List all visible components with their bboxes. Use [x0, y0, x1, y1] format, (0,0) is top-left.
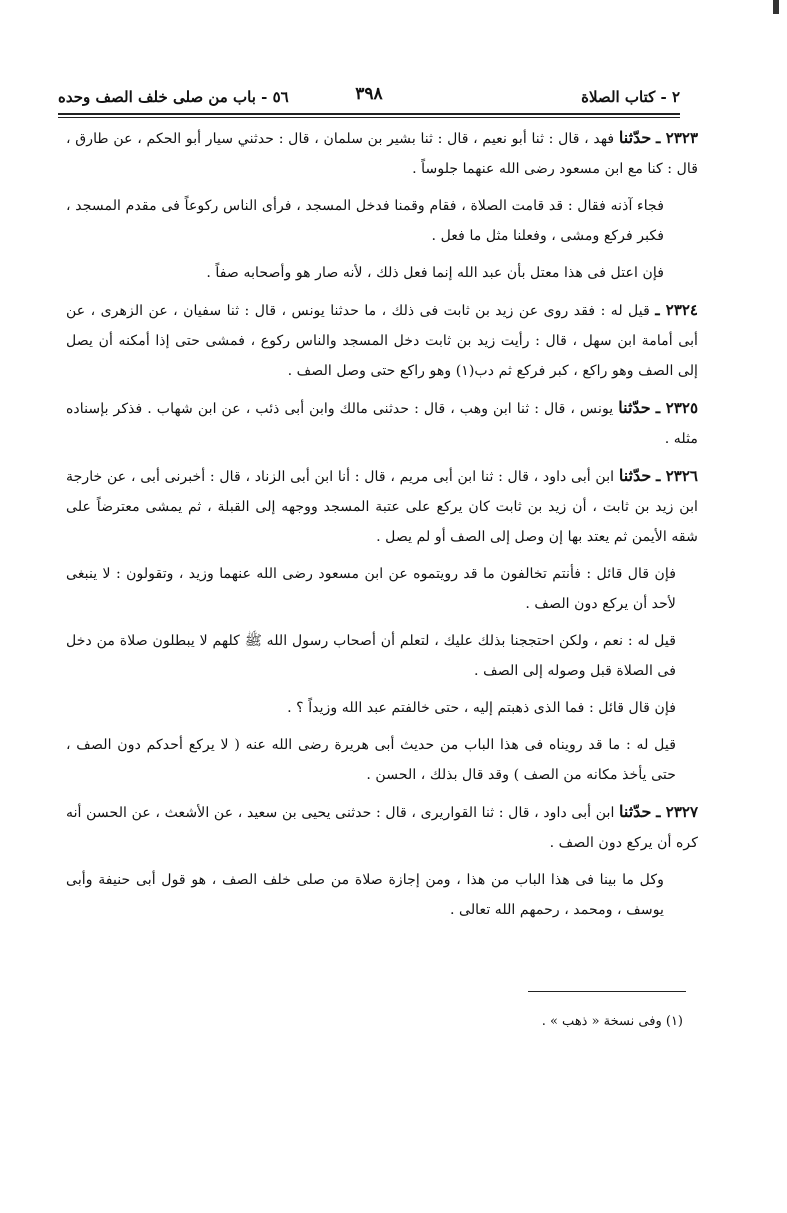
hadith-2323: [66, 123, 698, 184]
footnote: (١) وفى نسخة « ذهب » .: [541, 1014, 683, 1029]
header-rule-thin: [58, 117, 680, 118]
hadith-number: ٢٣٢٧ ـ: [656, 803, 699, 821]
body-text: [66, 123, 698, 932]
hadith-number: ٢٣٢٦ ـ: [655, 467, 698, 485]
paragraph: فإن قال قائل : فأنتم تخالفون ما قد رويتموه عن ابن مسعود رضى الله عنهما وزيد ، وتقولون : لا ينبغى لأحد أن يركع دون الصف .: [66, 566, 676, 612]
hadith-number: ٢٣٢٣ ـ: [656, 129, 699, 147]
hadith-number: ٢٣٢٥ ـ: [655, 399, 699, 417]
page-number: ٣٩٨: [355, 84, 383, 104]
hadith-2326: [66, 461, 698, 552]
paragraph-text: قيل له : فقد روى عن زيد بن ثابت فى ذلك ، ما حدثنا يونس ، قال : ثنا سفيان ، عن الزهرى ، عن أبى أمامة ابن سهل ، قال : رأيت زيد بن ثابت دخل المسجد والناس ركوع ، فمشى حتى إذا أمكنه أن يصل إلى الصف وهو راكع ، كبر فركع ثم دب(١) وهو راكع حتى وصل الصف .: [66, 303, 698, 379]
paragraph: فجاء آذنه فقال : قد قامت الصلاة ، فقام وقمنا فدخل المسجد ، فرأى الناس ركوعاً فى مقدم المسجد ، فكبر فركع ومشى ، وفعلنا مثل ما فعل .: [66, 198, 664, 244]
paragraph: فإن قال قائل : فما الذى ذهبتم إليه ، حتى خالفتم عبد الله وزيداً ؟ .: [287, 700, 676, 716]
hadith-2324: [66, 295, 698, 386]
haddathana-word: حدّثنا: [618, 466, 652, 485]
hadith-2327: [66, 797, 698, 858]
header-rule: [58, 113, 680, 115]
paragraph-text: ابن أبى داود ، قال : ثنا القواريرى ، قال : حدثنى يحيى بن سعيد ، عن الأشعث ، عن الحسن أنه كره أن يركع دون الصف .: [66, 805, 698, 851]
running-header: [58, 82, 680, 112]
book-title: ٢ - كتاب الصلاة: [581, 88, 680, 106]
paragraph-text: يونس ، قال : ثنا ابن وهب ، قال : حدثنى مالك وابن أبى ذئب ، عن ابن شهاب . فذكر بإسناده مثله .: [66, 401, 698, 447]
paragraph: وكل ما بينا فى هذا الباب من هذا ، ومن إجازة صلاة من صلى خلف الصف ، هو قول أبى حنيفة وأبى يوسف ، ومحمد ، رحمهم الله تعالى .: [66, 872, 664, 918]
paragraph: فإن اعتل فى هذا معتل بأن عبد الله إنما فعل ذلك ، لأنه صار هو وأصحابه صفاً .: [206, 265, 664, 281]
footnote-rule: [528, 991, 686, 992]
hadith-number: ٢٣٢٤ ـ: [655, 301, 698, 319]
paragraph-text: فهد ، قال : ثنا أبو نعيم ، قال : ثنا بشير بن سلمان ، قال : حدثني سيار أبو الحكم ، عن طارق ، قال : كنا مع ابن مسعود رضى الله عنهما جلوساً .: [66, 131, 698, 177]
haddathana-word: حدّثنا: [619, 802, 652, 821]
scan-edge-mark: [773, 0, 779, 14]
hadith-2325: [66, 393, 698, 454]
chapter-title: ٥٦ - باب من صلى خلف الصف وحده: [58, 88, 289, 106]
paragraph-text: ابن أبى داود ، قال : ثنا ابن أبى مريم ، قال : أنا ابن أبى الزناد ، قال : أخبرنى أبى ، عن خارجة ابن زيد بن ثابت ، أن زيد بن ثابت كان يركع على عتبة المسجد ووجهه إلى القبلة ، ثم يمشى معترضاً على شقه الأيمن ثم يعتد بها إن وصل إلى الصف أو لم يصل .: [66, 469, 698, 545]
paragraph: قيل له : نعم ، ولكن احتججنا بذلك عليك ، لتعلم أن أصحاب رسول الله ﷺ كلهم لا يبطلون صلاة من دخل فى الصلاة قبل وصوله إلى الصف .: [66, 633, 676, 679]
haddathana-word: حدّثنا: [618, 398, 651, 417]
haddathana-word: حدّثنا: [618, 128, 652, 147]
paragraph: قيل له : ما قد رويناه فى هذا الباب من حديث أبى هريرة رضى الله عنه ( لا يركع أحدكم دون الصف ، حتى يأخذ مكانه من الصف ) وقد قال بذلك ، الحسن .: [66, 737, 676, 783]
